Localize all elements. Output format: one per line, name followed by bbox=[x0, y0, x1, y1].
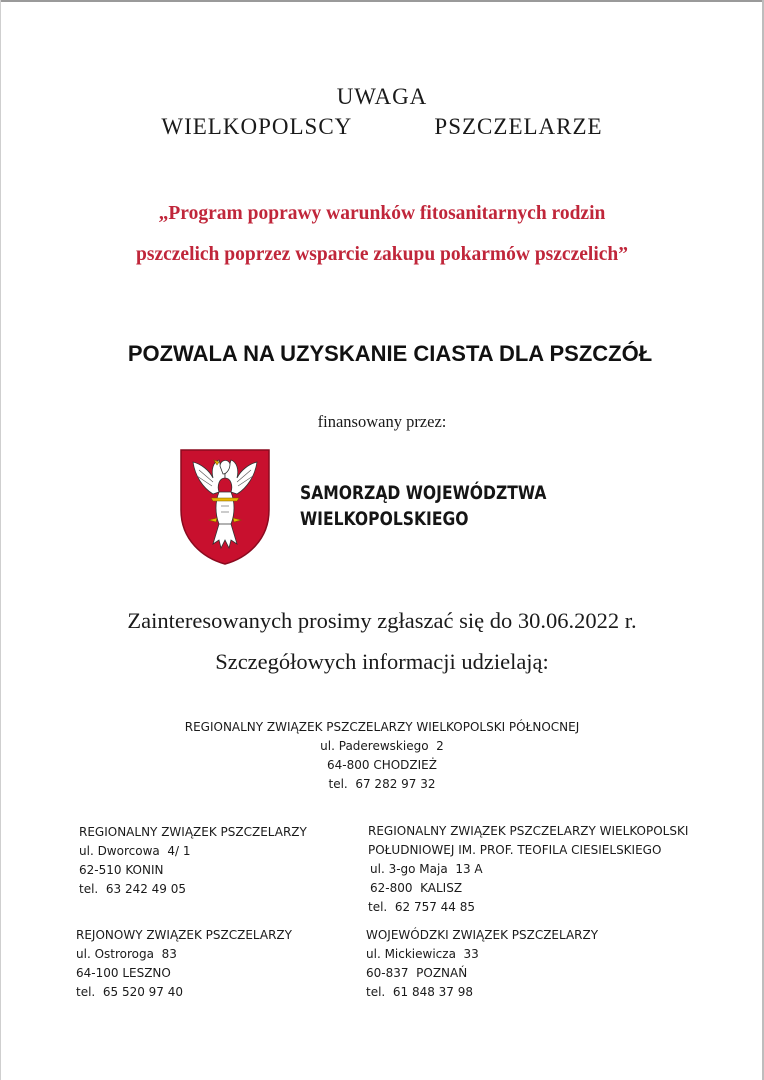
contact-org: REGIONALNY ZWIĄZEK PSZCZELARZY WIELKOPOLSKI PÓŁNOCNEJ bbox=[184, 720, 580, 734]
contact-city: 62-800 KALISZ bbox=[370, 881, 463, 895]
funder-name-line1: SAMORZĄD WOJEWÓDZTWA bbox=[300, 482, 547, 504]
contact-street: ul. Mickiewicza 33 bbox=[366, 947, 479, 961]
contact-poznan bbox=[366, 926, 598, 1002]
contact-street: ul. Dworcowa 4/ 1 bbox=[79, 844, 191, 858]
heading-uwaga: UWAGA bbox=[336, 84, 428, 109]
funded-by-label: finansowany przez: bbox=[317, 412, 447, 431]
contact-city: 64-800 CHODZIEŻ bbox=[327, 758, 437, 772]
contact-org: REGIONALNY ZWIĄZEK PSZCZELARZY bbox=[79, 825, 307, 839]
contact-chodziez bbox=[0, 718, 764, 794]
heading-wielkopolscy-pszczelarze: WIELKOPOLSCY PSZCZELARZE bbox=[161, 114, 603, 139]
eagle-crest-icon bbox=[179, 448, 271, 566]
contact-street: ul. 3-go Maja 13 A bbox=[370, 862, 483, 876]
contact-konin bbox=[79, 823, 307, 899]
funder-name bbox=[300, 480, 546, 532]
info-text: Szczegółowych informacji udzielają: bbox=[215, 649, 549, 674]
contact-city: 60-837 POZNAŃ bbox=[366, 966, 468, 980]
scan-edge-left bbox=[0, 0, 1, 1080]
contact-phone: tel. 67 282 97 32 bbox=[328, 777, 436, 791]
contact-leszno bbox=[76, 926, 292, 1002]
headline: POZWALA NA UZYSKANIE CIASTA DLA PSZCZÓŁ bbox=[127, 341, 653, 366]
contact-city: 64-100 LESZNO bbox=[76, 966, 171, 980]
scan-edge-top bbox=[0, 0, 764, 2]
contact-kalisz bbox=[368, 822, 688, 917]
contact-phone: tel. 65 520 97 40 bbox=[76, 985, 184, 999]
contact-street: ul. Ostroroga 83 bbox=[76, 947, 177, 961]
contact-org: REGIONALNY ZWIĄZEK PSZCZELARZY WIELKOPOLSKI bbox=[368, 824, 689, 838]
funder-name-line2: WIELKOPOLSKIEGO bbox=[300, 508, 469, 530]
contact-phone: tel. 61 848 37 98 bbox=[366, 985, 474, 999]
contact-org: REJONOWY ZWIĄZEK PSZCZELARZY bbox=[76, 928, 292, 942]
deadline-text: Zainteresowanych prosimy zgłaszać się do 30.06.2022 r. bbox=[127, 608, 637, 633]
contact-org-line2: POŁUDNIOWEJ IM. PROF. TEOFILA CIESIELSKIEGO bbox=[368, 843, 662, 857]
contact-street: ul. Paderewskiego 2 bbox=[320, 739, 444, 753]
contact-phone: tel. 62 757 44 85 bbox=[368, 900, 476, 914]
contact-phone: tel. 63 242 49 05 bbox=[79, 882, 187, 896]
contact-org: WOJEWÓDZKI ZWIĄZEK PSZCZELARZY bbox=[366, 928, 599, 942]
program-title-line2: pszczelich poprzez wsparcie zakupu pokarmów pszczelich” bbox=[136, 244, 628, 265]
program-title-line1: „Program poprawy warunków fitosanitarnych rodzin bbox=[158, 203, 606, 224]
contact-city: 62-510 KONIN bbox=[79, 863, 164, 877]
